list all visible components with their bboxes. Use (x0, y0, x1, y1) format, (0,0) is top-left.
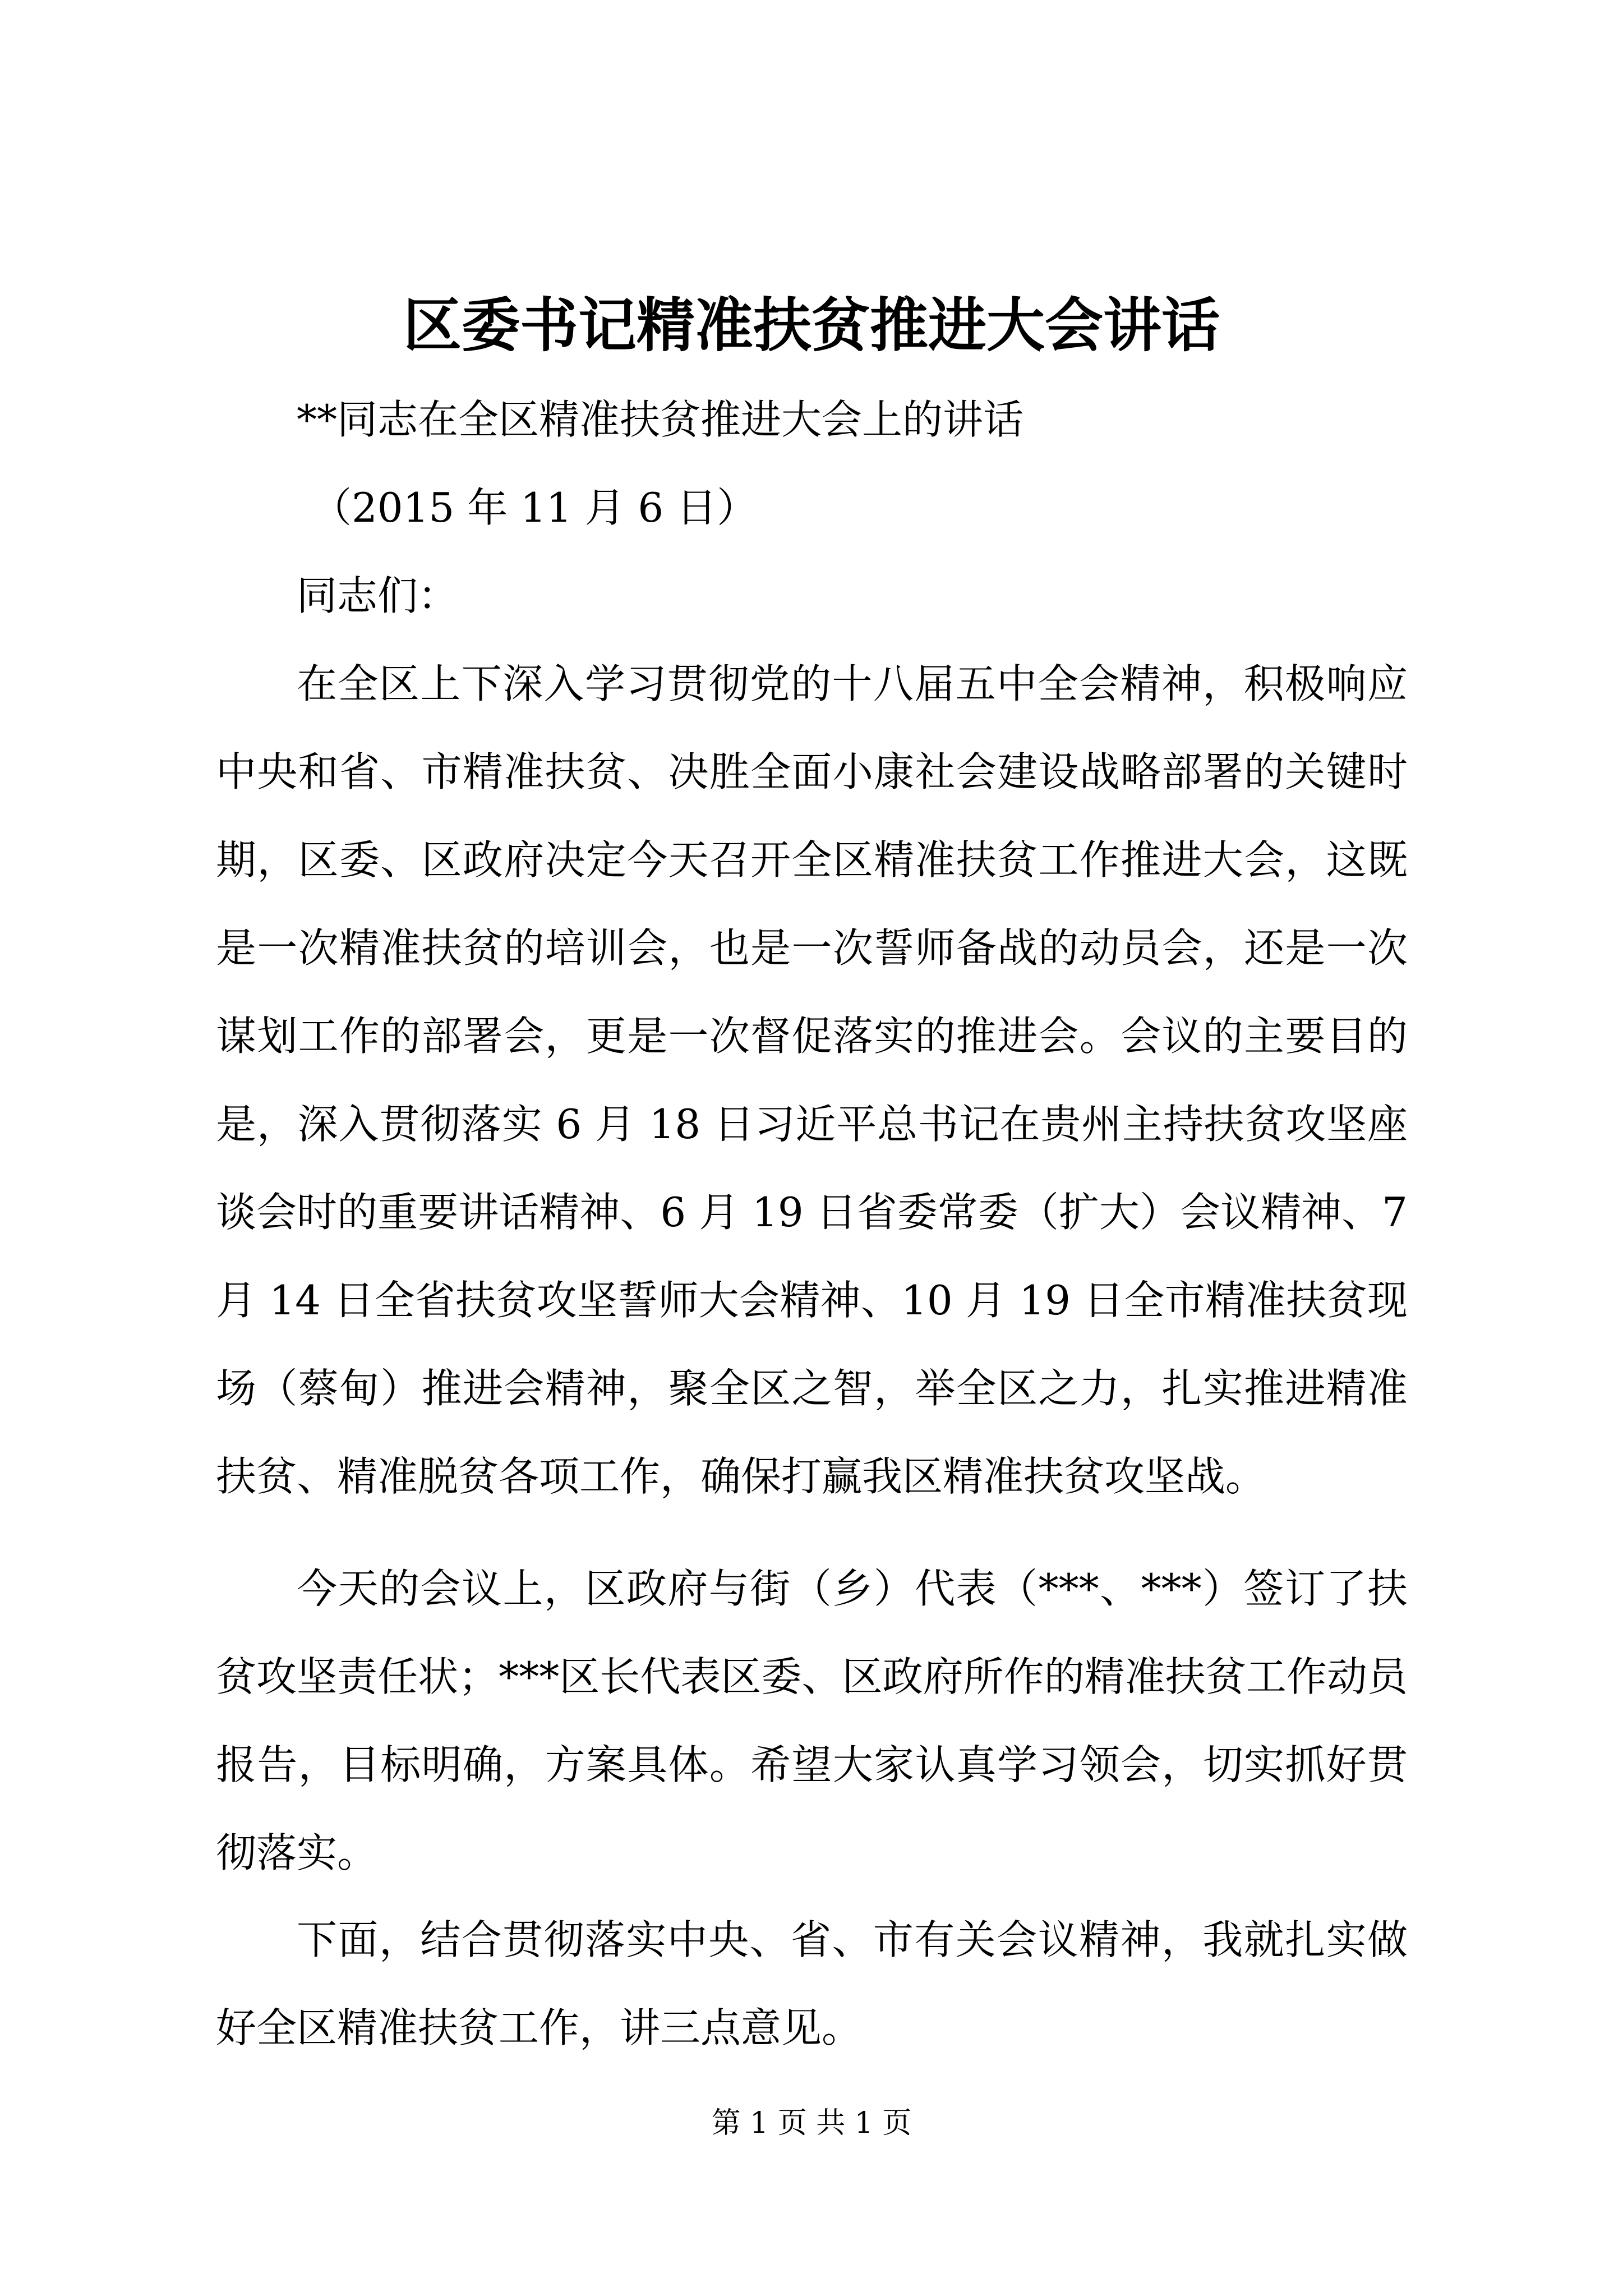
body-paragraph-1: 在全区上下深入学习贯彻党的十八届五中全会精神，积极响应中央和省、市精准扶贫、决胜全面小康社会建设战略部署的关键时期，区委、区政府决定今天召开全区精准扶贫工作推进大会，这既是一次精准扶贫的培训会，也是一次誓师备战的动员会，还是一次谋划工作的部署会，更是一次督促落实的推进会。会议的主要目的是，深入贯彻落实 6 月 18 日习近平总书记在贵州主持扶贫攻坚座谈会时的重要讲话精神、6 月 19 日省委常委（扩大）会议精神、7 月 14 日全省扶贫攻坚誓师大会精神、10 月 19 日全市精准扶贫现场（蔡甸）推进会精神，聚全区之智，举全区之力，扎实推进精准扶贫、精准脱贫各项工作，确保打赢我区精准扶贫攻坚战。 (216, 660, 1408, 1500)
page-footer: 第 1 页 共 1 页 (711, 2106, 912, 2140)
body-paragraph-2: 今天的会议上，区政府与街（乡）代表（***、***）签订了扶贫攻坚责任状；***区长代表区委、区政府所作的精准扶贫工作动员报告，目标明确，方案具体。希望大家认真学习领会，切实抓好贯彻落实。 (216, 1565, 1408, 1876)
salutation: 同志们： (297, 572, 459, 619)
speech-date: （2015 年 11 月 6 日） (311, 484, 758, 531)
document-title: 区委书记精准扶贫推进大会讲话 (403, 291, 1220, 360)
body-paragraph-3: 下面，结合贯彻落实中央、省、市有关会议精神，我就扎实做好全区精准扶贫工作，讲三点意见。 (216, 1916, 1408, 2051)
speech-subtitle: **同志在全区精准扶贫推进大会上的讲话 (297, 396, 1024, 443)
